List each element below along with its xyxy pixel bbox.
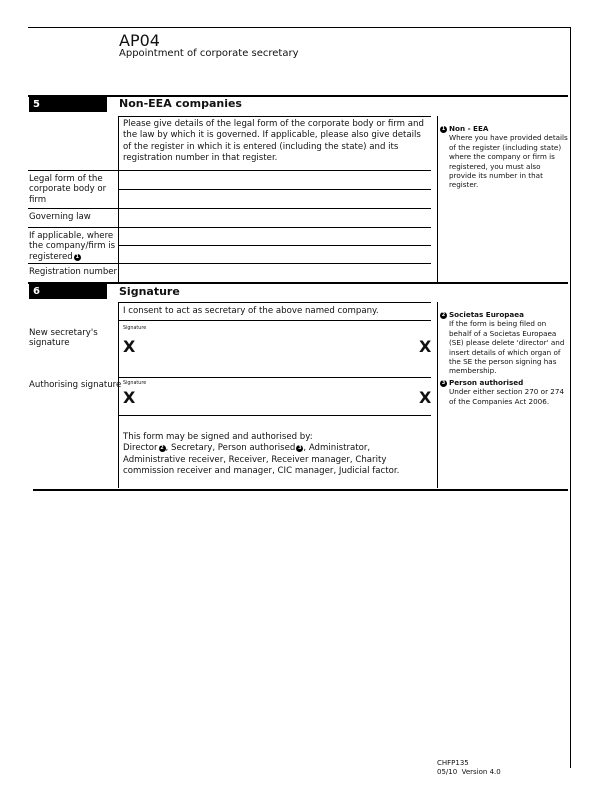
section6-note-divider — [437, 302, 438, 488]
note-title: Non - EEA — [449, 124, 489, 133]
new-secretary-label: New secretary's signature — [29, 328, 98, 349]
form-title: Appointment of corporate secretary — [119, 48, 299, 59]
section6-top-rule — [28, 282, 568, 284]
x-mark-icon: X — [123, 337, 136, 356]
section5-top-rule — [28, 95, 568, 97]
note-badge-3: 3 — [298, 445, 302, 452]
section5-number: 5 — [29, 97, 107, 112]
note-badge-1: 1 — [75, 253, 79, 260]
footer-version: 05/10 Version 4.0 — [437, 768, 501, 776]
register-input-1[interactable] — [119, 228, 431, 245]
section6-title: Signature — [119, 285, 180, 298]
authorising-label: Authorising signature — [29, 380, 122, 390]
authorising-signature-box[interactable] — [119, 378, 431, 418]
signature-caption: Signature — [123, 326, 147, 331]
governing-law-input[interactable] — [119, 209, 431, 227]
legal-form-input-2[interactable] — [119, 190, 431, 208]
legal-form-input-1[interactable] — [119, 171, 431, 189]
section5-note-divider — [437, 116, 438, 282]
note-person-authorised: 3 Person authorised Under either section 270 or 274 of the Companies Act 2006. — [441, 377, 565, 406]
note-body: Where you have provided details of the register (including state) where the company or firm is registered, you must also provide its number in that register. — [449, 133, 568, 190]
form-code: AP04 — [119, 31, 160, 50]
x-mark-icon: X — [123, 388, 136, 407]
consent-text: I consent to act as secretary of the above named company. — [123, 306, 379, 316]
note-badge-icon: 3 — [441, 379, 446, 386]
note-badge-icon: 2 — [441, 312, 446, 318]
x-mark-icon: X — [419, 337, 432, 356]
section5-title: Non-EEA companies — [119, 97, 242, 110]
footer-code: CHFP135 — [437, 759, 469, 767]
section6-bottom-rule — [33, 489, 568, 491]
registration-number-input[interactable] — [119, 264, 431, 282]
section6-number: 6 — [29, 284, 107, 299]
signer-list: This form may be signed and authorised by: Director 2 , Secretary, Person authorised 3 , Administrator, Administrative receiver, Receiver, Receiver manager, Charity commission receiver and manager, CIC manager, Judicial factor. — [123, 432, 431, 478]
section6-notes — [440, 310, 568, 406]
registration-number-label: Registration number — [29, 267, 118, 277]
note-badge-2: 2 — [160, 445, 164, 452]
x-mark-icon: X — [419, 388, 432, 407]
right-border — [570, 27, 571, 768]
register-input-2[interactable] — [119, 246, 431, 263]
note-societas: 2 Societas Europaea If the form is being filed on behalf of a Societas Europaea (SE) please delete 'director' and insert details of which organ of the SE the person signing has membership. — [441, 310, 565, 376]
new-secretary-signature-box[interactable] — [119, 321, 431, 361]
top-border — [28, 27, 570, 28]
legal-form-label: Legal form of the corporate body or firm — [29, 174, 107, 205]
signer-intro: This form may be signed and authorised by: — [123, 432, 313, 442]
section5-instructions: Please give details of the legal form of the corporate body or firm and the law by which it is governed. If applicable, please also give details of the register in which it is entered (including the state) and its registration number in that register. — [123, 119, 424, 164]
governing-law-label: Governing law — [29, 212, 91, 222]
section5-note — [440, 124, 568, 190]
register-label: If applicable, where the company/firm is registered 1 — [29, 231, 116, 262]
note-badge-icon: 1 — [441, 126, 446, 132]
signature-caption: Signature — [123, 381, 147, 386]
